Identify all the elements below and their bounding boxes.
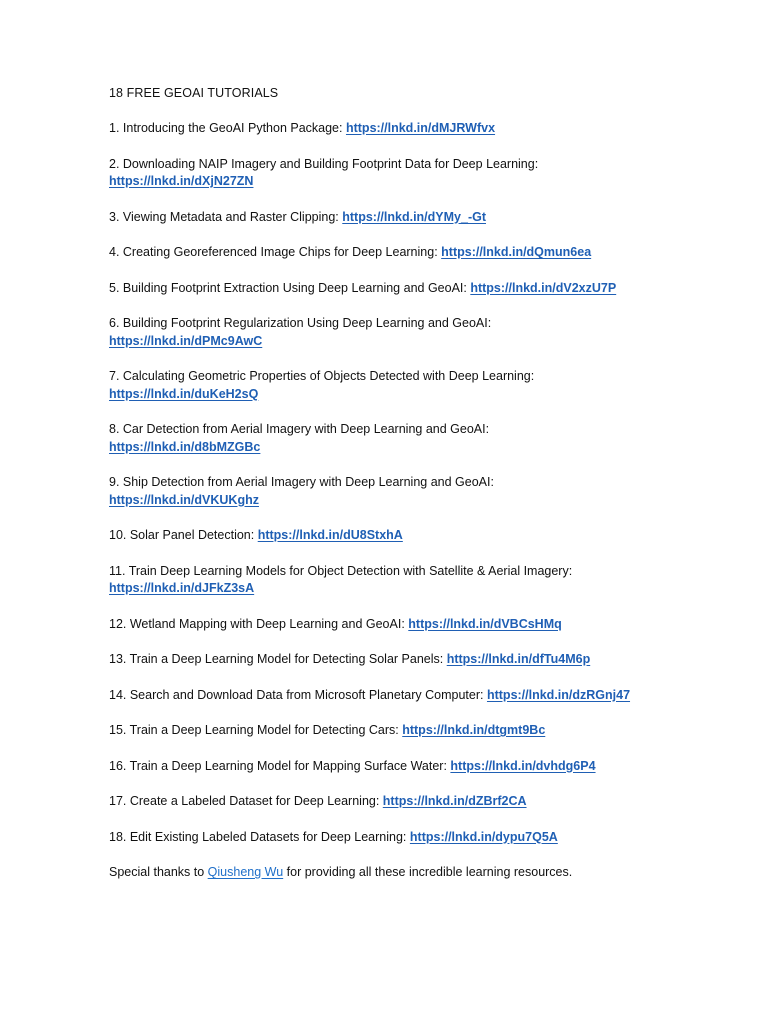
tutorial-link[interactable]: https://lnkd.in/dPMc9AwC [109,333,263,348]
tutorial-title: 15. Train a Deep Learning Model for Detecting Cars: [109,723,403,737]
list-item [109,687,729,705]
list-item [109,616,729,634]
list-item [109,421,729,456]
tutorial-link[interactable]: https://lnkd.in/dU8StxhA [257,528,403,542]
tutorial-link[interactable]: https://lnkd.in/d8bMZGBc [109,439,261,454]
tutorial-title: 12. Wetland Mapping with Deep Learning and GeoAI: [109,616,409,631]
tutorial-link[interactable]: https://lnkd.in/dMJRWfvx [345,121,496,135]
thanks-suffix: for providing all these incredible learning resources. [283,865,573,879]
tutorial-link[interactable]: https://lnkd.in/dvhdg6P4 [450,758,596,773]
tutorial-link[interactable]: https://lnkd.in/dVBCsHMq [408,616,562,631]
tutorial-link[interactable]: https://lnkd.in/dQmun6ea [441,245,592,259]
list-item [109,722,729,740]
tutorial-title: 8. Car Detection from Aerial Imagery with Deep Learning and GeoAI: [109,422,490,436]
tutorial-title: 13. Train a Deep Learning Model for Detecting Solar Panels: [109,652,447,666]
list-item [109,156,729,191]
list-item [109,651,729,669]
tutorial-link[interactable]: https://lnkd.in/dtgmt9Bc [402,723,546,737]
tutorial-title: 6. Building Footprint Regularization Using Deep Learning and GeoAI: [109,316,492,330]
tutorial-title: 17. Create a Labeled Dataset for Deep Learning: [109,794,383,808]
tutorial-title: 16. Train a Deep Learning Model for Mapping Surface Water: [109,758,451,773]
list-item [109,209,729,227]
list-item [109,244,729,262]
tutorial-title: 2. Downloading NAIP Imagery and Building Footprint Data for Deep Learning: [109,156,539,171]
list-item [109,829,729,847]
tutorial-title: 14. Search and Download Data from Microsoft Planetary Computer: [109,687,487,702]
tutorial-title: 1. Introducing the GeoAI Python Package: [109,121,346,135]
list-item [109,120,729,138]
tutorial-link[interactable]: https://lnkd.in/dypu7Q5A [409,829,558,844]
tutorial-link[interactable]: https://lnkd.in/dzRGnj47 [486,687,631,702]
tutorial-link[interactable]: https://lnkd.in/dV2xzU7P [470,280,617,295]
tutorial-link[interactable]: https://lnkd.in/dVKUKghz [109,492,259,507]
list-item [109,758,729,776]
list-item [109,315,729,350]
page-title: 18 FREE GEOAI TUTORIALS [109,86,279,100]
tutorial-link[interactable]: https://lnkd.in/dZBrf2CA [382,794,527,808]
list-item [109,474,729,509]
thanks-line [109,864,729,882]
tutorial-link[interactable]: https://lnkd.in/dJFkZ3sA [109,581,255,595]
tutorial-title: 9. Ship Detection from Aerial Imagery with Deep Learning and GeoAI: [109,475,494,489]
list-item [109,527,729,545]
tutorial-list [109,120,729,846]
tutorial-title: 18. Edit Existing Labeled Datasets for Deep Learning: [109,829,410,844]
tutorial-title: 5. Building Footprint Extraction Using Deep Learning and GeoAI: [109,280,471,295]
tutorial-link[interactable]: https://lnkd.in/duKeH2sQ [109,386,259,401]
qiusheng-wu-link[interactable]: Qiusheng Wu [207,865,284,879]
list-item [109,368,729,403]
document-page [109,85,729,894]
tutorial-link[interactable]: https://lnkd.in/dfTu4M6p [446,652,591,666]
thanks-prefix: Special thanks to [109,865,208,879]
list-item [109,280,729,298]
list-item [109,563,729,598]
tutorial-title: 10. Solar Panel Detection: [109,528,258,542]
tutorial-title: 4. Creating Georeferenced Image Chips for Deep Learning: [109,245,442,259]
tutorial-link[interactable]: https://lnkd.in/dYMy_-Gt [342,209,486,224]
tutorial-link[interactable]: https://lnkd.in/dXjN27ZN [109,174,254,188]
list-item [109,793,729,811]
tutorial-title: 11. Train Deep Learning Models for Object Detection with Satellite & Aerial Imagery: [109,563,573,578]
tutorial-title: 3. Viewing Metadata and Raster Clipping: [109,209,343,224]
tutorial-title: 7. Calculating Geometric Properties of Objects Detected with Deep Learning: [109,369,535,383]
